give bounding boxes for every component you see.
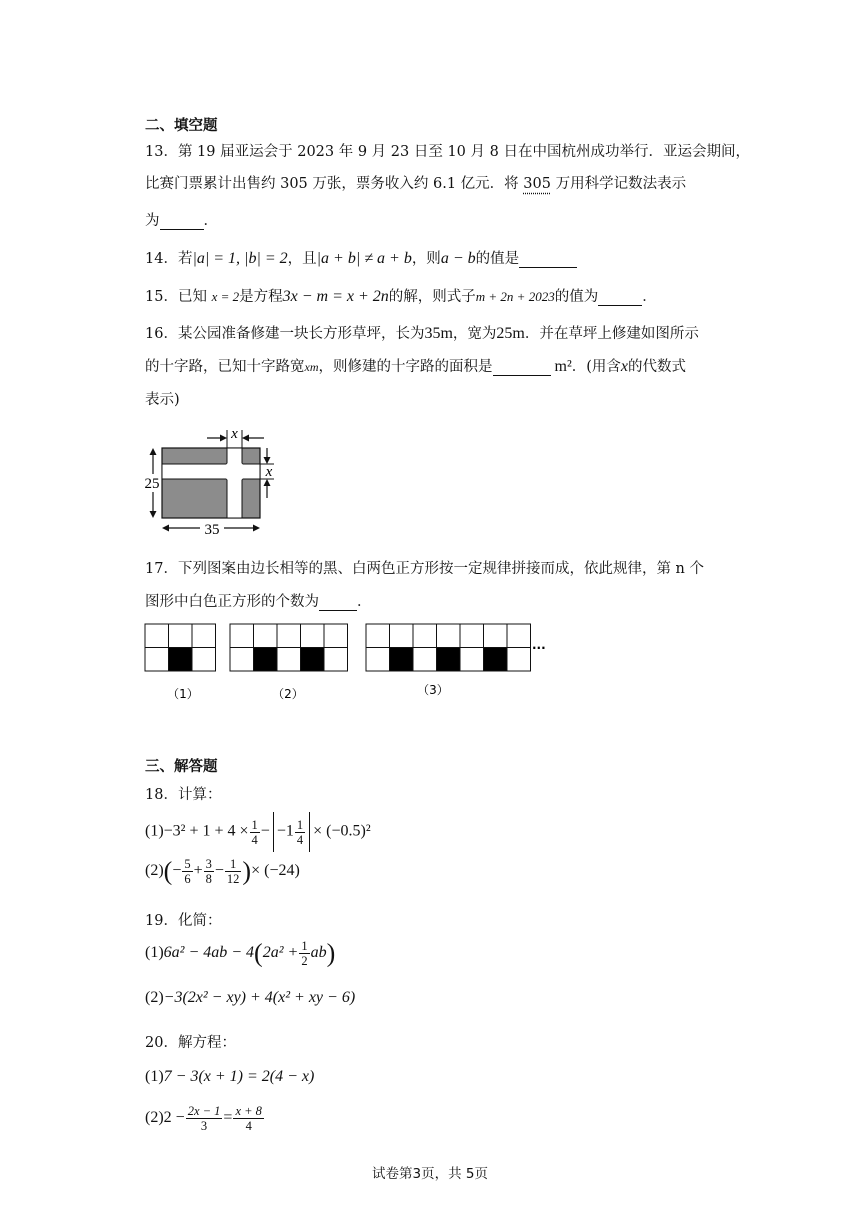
q15-end: ．: [642, 289, 657, 305]
q13-answer-blank[interactable]: [160, 213, 204, 230]
q16-line2-post: ．(用含: [571, 359, 621, 375]
q14-expr: a − b: [440, 250, 476, 267]
white-square: [301, 624, 325, 648]
q17-line2-post: ．: [357, 594, 372, 610]
q18-p1-frac2: $\frac{1}{4}$: [296, 817, 304, 847]
q13-line2-pre: 比赛门票累计出售约 305 万张，票务收入约 6.1 亿元．将: [145, 176, 524, 192]
q19-p1-frac: $\frac{1}{2}$: [301, 939, 308, 968]
white-square: [277, 624, 301, 648]
q16-line2-pre: 的十字路，已知十字路宽: [145, 359, 305, 375]
q19-p2-label: (2): [145, 989, 164, 1006]
q14-post: 的值是: [475, 251, 520, 267]
page-footer: 试卷第3页，共 5页: [372, 1166, 488, 1182]
q16-line1: [145, 322, 699, 343]
q15-equation: 3x − m = x + 2n: [282, 288, 389, 305]
q14-answer-blank[interactable]: [519, 251, 577, 268]
white-square: [192, 624, 216, 648]
q16-line1-mid: ，宽为: [452, 326, 497, 342]
q20-title: 20．解方程：: [145, 1035, 236, 1051]
q15-mid2: 的解，则式子: [388, 289, 476, 305]
q13-line3-pre: 为: [145, 213, 160, 229]
q16-width: 25m: [496, 325, 525, 342]
pattern-grids: [145, 624, 531, 671]
q20-part2: [145, 1104, 265, 1133]
q19-title: 19．化简：: [145, 913, 222, 929]
white-square: [254, 624, 278, 648]
q16-var: x: [620, 358, 629, 375]
white-square: [324, 624, 348, 648]
q13-line3-post: ．: [203, 213, 218, 229]
q18-p1-a: −3² + 1 + 4 ×: [163, 822, 249, 840]
q16-length: 35m: [424, 325, 453, 342]
q20-p1-expr: 7 − 3(x + 1) = 2(4 − x): [163, 1068, 315, 1085]
q16-lawn-figure: [140, 424, 280, 540]
q18-part2: (2)(− $\frac{5}{6}$ + $\frac{3}{8}$ − $\frac{1}{12}$ )× (−24): [145, 856, 300, 886]
white-square: [484, 624, 508, 648]
white-square: [413, 648, 437, 672]
q18-p2-frac3: $\frac{1}{12}$: [226, 857, 240, 886]
q17-line1: 17．下列图案由边长相等的黑、白两色正方形按一定规律拼接而成，依此规律，第 n 个: [145, 561, 705, 577]
q19-p1-a: 6a² − 4ab − 4: [163, 944, 255, 962]
q18-p2-frac2: $\frac{3}{8}$: [205, 857, 212, 886]
q18-part1: [145, 812, 371, 852]
q20-p1-label: (1): [145, 1068, 164, 1085]
q16-line2: [145, 355, 686, 376]
q18-p1-d: × (−0.5)²: [313, 822, 371, 840]
q15-pre: 15．已知: [145, 289, 212, 305]
q14-mid: ，且: [287, 251, 317, 267]
vertical-road: [227, 448, 242, 518]
white-square: [460, 624, 484, 648]
section-title-solve: 三、解答题: [145, 758, 218, 775]
q18-p1-b: −: [260, 822, 270, 840]
q18-title: 18．计算：: [145, 787, 222, 803]
q19-p2-expr: −3(2x² − xy) + 4(x² + xy − 6): [163, 989, 356, 1006]
q13-line2: [145, 172, 686, 193]
q15-expr: m + 2n + 2023: [475, 289, 555, 304]
abs-bar-left: [273, 812, 274, 852]
white-square: [437, 624, 461, 648]
fig-left-25-label: 25: [144, 476, 160, 492]
pattern-label-2: （2）: [272, 687, 304, 701]
q20-p2-a: 2 −: [163, 1109, 185, 1127]
q16-line1-pre: 16．某公园准备修建一块长方形草坪，长为: [145, 326, 425, 342]
q14-pre: 14．若: [145, 251, 193, 267]
q16-line2-mid: ，则修建的十字路的面积是: [318, 359, 493, 375]
white-square: [366, 624, 390, 648]
q14-mid2: ，则: [411, 251, 441, 267]
q13-line1: 13．第 19 届亚运会于 2023 年 9 月 23 日至 10 月 8 日在中国杭州成功举行．亚运会期间，: [145, 144, 750, 160]
q13-line2-post: 万用科学记数法表示: [550, 176, 687, 192]
white-square: [413, 624, 437, 648]
q15-cond: x = 2: [211, 289, 240, 304]
q15-mid: 是方程: [239, 289, 283, 305]
black-square: [301, 648, 325, 672]
lawn-rect: [162, 448, 260, 518]
q13-emph-number: 305: [523, 176, 551, 192]
pattern-label-3: （3）: [417, 683, 449, 697]
q19-p1-label: (1): [145, 944, 164, 962]
q14-cond1: |a| = 1, |b| = 2: [192, 250, 288, 267]
white-square: [390, 624, 414, 648]
q20-p2-frac2: $\frac{x + 8}{4}$: [235, 1104, 262, 1133]
white-square: [460, 648, 484, 672]
q18-p1-c: −1: [276, 822, 294, 840]
q14-cond2: |a + b| ≠ a + b: [316, 250, 412, 267]
q20-p2-eq: =: [223, 1109, 233, 1127]
q17-pattern-figures: [140, 620, 570, 706]
white-square: [145, 624, 169, 648]
white-square: [192, 648, 216, 672]
q18-p2-tail: × (−24): [251, 862, 300, 880]
q15-post: 的值为: [554, 289, 599, 305]
white-square: [507, 648, 531, 672]
q17-line2: [145, 590, 372, 611]
q16-unit: m²: [554, 358, 572, 375]
section-title-fill-in: 二、填空题: [145, 117, 218, 134]
q16-answer-blank[interactable]: [493, 359, 551, 376]
white-square: [169, 624, 193, 648]
q18-p1-frac1: $\frac{1}{4}$: [251, 817, 258, 847]
q18-p2-label: (2): [145, 862, 164, 880]
q18-p1-label: (1): [145, 822, 164, 840]
q18-p2-frac1: $\frac{5}{6}$: [184, 857, 191, 886]
q20-p2-frac1: $\frac{2x - 1}{3}$: [187, 1104, 221, 1133]
white-square: [230, 624, 254, 648]
q18-p2-sign3: −: [214, 862, 224, 880]
q17-line2-pre: 图形中白色正方形的个数为: [145, 594, 319, 610]
q17-answer-blank[interactable]: [319, 594, 357, 611]
white-square: [324, 648, 348, 672]
q19-part1: (1)6a² − 4ab − 4(2a² + $\frac{1}{2}$ ab): [145, 938, 336, 968]
fig-bottom-35-label: 35: [204, 522, 220, 538]
q19-p1-c: ab: [310, 944, 327, 962]
q15-answer-blank[interactable]: [598, 289, 642, 306]
black-square: [484, 648, 508, 672]
q16-road-width: xm: [304, 360, 319, 374]
q20-part1: [145, 1068, 314, 1086]
white-square: [145, 648, 169, 672]
q16-line1-post: ．并在草坪上修建如图所示: [524, 326, 699, 342]
q13-line3: [145, 209, 218, 230]
horizontal-road: [162, 464, 260, 479]
q15-line: [145, 285, 657, 306]
abs-bar-right: [309, 812, 310, 852]
q19-part2: [145, 989, 355, 1007]
black-square: [390, 648, 414, 672]
fig-top-x-label: x: [231, 426, 238, 442]
white-square: [507, 624, 531, 648]
black-square: [169, 648, 193, 672]
pattern-label-1: （1）: [167, 687, 199, 701]
black-square: [437, 648, 461, 672]
fig-right-x-label: x: [265, 464, 273, 480]
pattern-ellipsis: ···: [532, 641, 546, 655]
q14-line: [145, 247, 577, 268]
white-square: [230, 648, 254, 672]
q16-line2-end: 的代数式: [628, 359, 687, 375]
white-square: [366, 648, 390, 672]
q19-p1-b: 2a² +: [262, 944, 299, 962]
white-square: [277, 648, 301, 672]
q18-p2-sign2: +: [193, 862, 203, 880]
black-square: [254, 648, 278, 672]
q18-p2-sign1: −: [172, 862, 182, 880]
q16-line3: 表示): [145, 392, 180, 408]
q20-p2-label: (2): [145, 1109, 164, 1127]
